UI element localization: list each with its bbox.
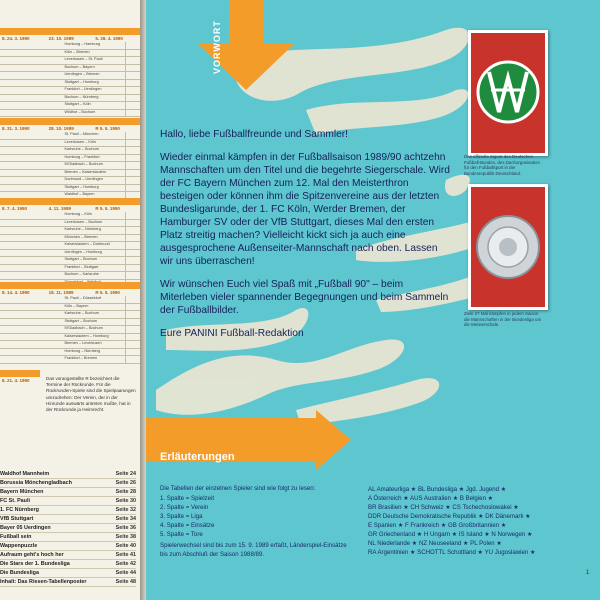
schedule-left-cell: [0, 250, 63, 257]
schedule-left-cell: [0, 341, 63, 348]
schedule-row: [0, 65, 140, 73]
schedule-match: Waldhof – Bayern: [64, 192, 95, 196]
schedule-row: [0, 212, 140, 220]
schedule-left-cell: [0, 177, 63, 184]
schedule-match: Köln – Bremen: [64, 49, 90, 54]
schedule-row: [0, 50, 140, 58]
schedule-row: [0, 326, 140, 334]
schedule-match: Karlsruhe – Bochum: [64, 311, 99, 315]
schedule-left-cell: [0, 212, 63, 219]
schedule-left-cell: [0, 257, 63, 264]
schedule-row: [0, 140, 140, 148]
schedule-date: R 5. 5. 1990: [95, 290, 120, 295]
schedule-match: Leverkusen – St. Pauli: [64, 57, 103, 61]
schedule-row: [0, 57, 140, 65]
schedule-row: [0, 72, 140, 80]
schedule-match: Frankfurt – Stuttgart: [64, 264, 99, 269]
schedule-left-cell: [0, 57, 63, 64]
table-of-contents: [0, 470, 136, 587]
schedule-result-box: [125, 170, 140, 177]
schedule-match: Frankfurt – Uerdingen: [64, 87, 102, 91]
schedule-row: [0, 220, 140, 228]
schedule-match: Frankfurt – Bremen: [64, 356, 98, 360]
schedule-result-box: [125, 220, 140, 227]
toc-row: [0, 569, 136, 578]
schedule-match: Stuttgart – Bochum: [64, 257, 98, 261]
schedule-page: [0, 0, 140, 600]
schedule-row: [0, 162, 140, 170]
schedule-result-box: [125, 95, 140, 102]
schedule-date: 8. 31. 3. 1990: [2, 126, 30, 131]
schedule-row: [0, 349, 140, 357]
abbrev-line: A Österreich ★ AUS Australien ★ B Belgien ★: [368, 495, 494, 502]
schedule-left-cell: [0, 80, 63, 87]
schedule-match: Leverkusen – Bochum: [64, 219, 103, 224]
schedule-left-cell: [0, 242, 63, 249]
schedule-result-box: [125, 132, 140, 139]
schedule-result-box: [125, 341, 140, 348]
vorwort-title: VORWORT: [212, 20, 222, 74]
schedule-result-box: [125, 296, 140, 303]
schedule-date: 23. 10. 1989: [48, 36, 74, 41]
abbreviation-list: [368, 485, 590, 557]
toc-row: [0, 542, 136, 551]
schedule-match: Bremen – Kaiserslautern: [64, 169, 107, 174]
schedule-result-box: [125, 140, 140, 147]
schedule-row: [0, 185, 140, 193]
schedule-row: [0, 296, 140, 304]
schedule-row: [0, 304, 140, 312]
intro-paragraph: Wieder einmal kämpfen in der Fußballsaison 1989/90 achtzehn Mannschaften um den Titel und die begehrte Siegerschale. Wird der FC Bayern München zum 12. Mal den Meisterthron besteigen oder können ihm die Spitzenvereine aus der letzten Bundesligarunde, der 1. FC Köln, Werder Bremen, der Hamburger SV oder der VfB Stuttgart, dieses Mal den ersten Platz streitig machen? Vielleicht kickt sich ja auch eine ausgesprochene Außenseiter-Mannschaft nach oben. Lassen wir uns überraschen!: [160, 152, 450, 267]
schedule-match: M'Gladbach – Bochum: [64, 326, 103, 330]
schedule-left-cell: [0, 265, 63, 272]
schedule-match: Wildhof – Bochum: [64, 109, 96, 114]
schedule-left-cell: [0, 296, 63, 303]
toc-page: Seite 34: [115, 516, 136, 522]
toc-page: Seite 41: [115, 552, 136, 558]
schedule-left-cell: [0, 311, 63, 318]
schedule-row: [0, 177, 140, 185]
intro-greeting: Hallo, liebe Fußballfreunde und Sammler!: [160, 129, 348, 140]
meisterschale-sticker: [468, 184, 548, 310]
schedule-row: [0, 110, 140, 118]
dfb-logo-icon: [475, 50, 541, 134]
abbrev-line: NL Niederlande ★ NZ Neuseeland ★ PL Polen ★: [368, 540, 502, 547]
schedule-result-box: [125, 250, 140, 257]
abbrev-line: DDR Deutsche Demokratische Republik ★ DK Dänemark ★: [368, 513, 531, 520]
dfb-caption: Das offizielle Signet des Deutschen Fußball-Bundes, des Dachorganisation für den Fußballsport in der Bundesrepublik Deutschland.: [464, 154, 540, 176]
schedule-row: [0, 257, 140, 265]
toc-page: Seite 30: [115, 498, 136, 504]
abbrev-line: BR Brasilien ★ CH Schweiz ★ CS Tschechoslowakei ★: [368, 504, 519, 511]
toc-label: VfB Stuttgart: [0, 516, 34, 522]
schedule-left-cell: [0, 356, 63, 363]
schedule-match: Stuttgart – Homburg: [64, 184, 99, 189]
toc-label: Bayer 05 Uerdingen: [0, 525, 51, 531]
schedule-row: [0, 95, 140, 103]
schedule-row: [0, 272, 140, 280]
abbrev-line: AL Amateurliga ★ BL Bundesliga ★ Jgd. Jugend ★: [368, 486, 507, 493]
schedule-left-cell: [0, 272, 63, 279]
schedule-row: [0, 334, 140, 342]
schedule-result-box: [125, 65, 140, 72]
schedule-left-cell: [0, 220, 63, 227]
toc-label: Aufraum geht's hoch her: [0, 552, 64, 558]
schedule-row: [0, 341, 140, 349]
schedule-match: Homburg – Frankfurt: [64, 154, 100, 159]
schedule-left-cell: [0, 162, 63, 169]
abbrev-line: RA Argentinien ★ SCHOTTL Schottland ★ YU Jugoslawien ★: [368, 549, 536, 556]
legend-item: 1. Spalte = Spielzeit: [160, 495, 215, 502]
column-legend: [160, 484, 350, 559]
schedule-dates: [0, 125, 140, 132]
toc-label: Die Bundesliga: [0, 570, 39, 576]
schedule-result-box: [125, 162, 140, 169]
toc-row: [0, 515, 136, 524]
toc-row: [0, 560, 136, 569]
toc-row: [0, 488, 136, 497]
legend-lead: Die Tabellen der einzelnen Spieler sind wie folgt zu lesen:: [160, 485, 316, 492]
schedule-match: Uerdingen – Bremen: [64, 72, 100, 76]
schedule-result-box: [125, 227, 140, 234]
toc-row: [0, 497, 136, 506]
schedule-left-cell: [0, 185, 63, 192]
schale-caption: Ziele 27 Mal kämpfen in jedem Saison die Mannschaften in der Bundesliga um die Meisterschale.: [464, 311, 542, 328]
schedule-match: Stuttgart – Bochum: [64, 318, 98, 323]
schedule-left-cell: [0, 170, 63, 177]
schedule-date: 28. 10. 1989: [48, 126, 74, 131]
schedule-match: Bochum – Karlsruhe: [64, 272, 99, 276]
schedule-left-cell: [0, 50, 63, 57]
partial-date: 8. 21. 4. 1990: [2, 378, 30, 383]
intro-signature: Eure PANINI Fußball-Redaktion: [160, 328, 304, 339]
schedule-match: Uerdingen – Homburg: [64, 249, 102, 254]
schedule-header-bar: [0, 118, 140, 125]
schedule-left-cell: [0, 42, 63, 49]
schedule-header-bar: [0, 198, 140, 205]
schedule-match: Kaiserslautern – Dortmund: [64, 242, 110, 246]
schedule-left-cell: [0, 102, 63, 109]
schedule-result-box: [125, 319, 140, 326]
legend-item: 2. Spalte = Verein: [160, 504, 209, 511]
schedule-result-box: [125, 257, 140, 264]
meisterschale-icon: [473, 212, 543, 282]
schedule-date: 8. 7. 4. 1990: [2, 206, 28, 211]
toc-page: Seite 26: [115, 480, 136, 486]
schedule-match: Kaiserslautern – Homburg: [64, 333, 109, 338]
toc-row: [0, 524, 136, 533]
schedule-left-cell: [0, 326, 63, 333]
schedule-result-box: [125, 50, 140, 57]
schedule-left-cell: [0, 319, 63, 326]
schedule-result-box: [125, 272, 140, 279]
schedule-result-box: [125, 356, 140, 363]
schedule-result-box: [125, 80, 140, 87]
toc-row: [0, 470, 136, 479]
schedule-date: 8. 24. 3. 1990: [2, 36, 30, 41]
dfb-sticker: [468, 30, 548, 156]
rueckrunde-note: Das vorangestellte R bezeichnet die Termine der Rückrunde. Für die Rückrunden-Spiele sind die Spielpaarungen umzudrehen: Der Verein, der in der Hinrunde auswärts antreten mußte, hat in der Rückrunde ja Heimrecht.: [46, 376, 136, 413]
schedule-result-box: [125, 57, 140, 64]
legend-item: 4. Spalte = Einsätze: [160, 522, 215, 529]
schedule-left-cell: [0, 235, 63, 242]
schedule-match: Bochum – Bayern: [64, 64, 95, 69]
schedule-result-box: [125, 42, 140, 49]
schedule-row: [0, 242, 140, 250]
toc-label: Waldhof Mannheim: [0, 471, 50, 477]
schedule-left-cell: [0, 87, 63, 94]
toc-row: [0, 533, 136, 542]
schedule-match: Bochum – Nürnberg: [64, 94, 99, 99]
schedule-result-box: [125, 242, 140, 249]
schedule-result-box: [125, 147, 140, 154]
schedule-date: 5. 28. 4. 1990: [95, 36, 123, 41]
schedule-row: [0, 102, 140, 110]
toc-page: Seite 28: [115, 489, 136, 495]
schedule-row: [0, 170, 140, 178]
schedule-row: [0, 319, 140, 327]
schedule-row: [0, 80, 140, 88]
toc-label: Bayern München: [0, 489, 44, 495]
schedule-dates: [0, 205, 140, 212]
schedule-match: Dortmund – Uerdingen: [64, 177, 103, 181]
abbrev-line: E Spanien ★ F Frankreich ★ GB Großbritannien ★: [368, 522, 507, 529]
schedule-dates: [0, 35, 140, 42]
toc-label: 1. FC Nürnberg: [0, 507, 39, 513]
schedule-row: [0, 265, 140, 273]
schedule-result-box: [125, 311, 140, 318]
schedule-result-box: [125, 349, 140, 356]
schedule-dates: [0, 289, 140, 296]
schedule-row: [0, 356, 140, 364]
schedule-left-cell: [0, 110, 63, 117]
schedule-match: Bremen – Leverkusen: [64, 341, 102, 345]
toc-label: FC St. Pauli: [0, 498, 30, 504]
schedule-match: München – Bremen: [64, 234, 98, 239]
toc-row: [0, 506, 136, 515]
schedule-date: 18. 11. 1989: [48, 290, 74, 295]
toc-label: Die Stars der 1. Bundesliga: [0, 561, 70, 567]
schedule-match: Stuttgart – Homburg: [64, 79, 99, 84]
toc-label: Wappenpuzzle: [0, 543, 38, 549]
schedule-left-cell: [0, 334, 63, 341]
schedule-result-box: [125, 155, 140, 162]
schedule-row: [0, 155, 140, 163]
toc-page: Seite 48: [115, 579, 136, 585]
schedule-row: [0, 42, 140, 50]
schedule-date: 8. 14. 4. 1990: [2, 290, 30, 295]
toc-page: Seite 44: [115, 570, 136, 576]
schedule-left-cell: [0, 227, 63, 234]
intro-text: [160, 128, 450, 350]
schedule-left-cell: [0, 65, 63, 72]
schedule-match: Homburg – Nürnberg: [64, 348, 101, 353]
schedule-match: St. Pauli – Düsseldorf: [64, 296, 102, 300]
toc-label: Fußball sein: [0, 534, 32, 540]
schedule-match: Köln – Bayern: [64, 303, 89, 308]
schedule-match: Homburg – Köln: [64, 212, 92, 216]
toc-row: [0, 551, 136, 560]
schedule-left-cell: [0, 155, 63, 162]
legend-footnote: Spielerwechsel sind bis zum 15. 9. 1989 erfaßt, Länderspiel-Einsätze bis zum Abschluß der Saison 1988/89.: [160, 542, 347, 558]
schedule-match: Homburg – Hamburg: [64, 42, 100, 46]
schedule-header-bar: [0, 282, 140, 289]
erlaeuterungen-title: Erläuterungen: [160, 451, 235, 463]
schedule-row: [0, 132, 140, 140]
schedule-left-cell: [0, 349, 63, 356]
toc-page: Seite 24: [115, 471, 136, 477]
schedule-block: [0, 28, 140, 117]
schedule-header-bar: [0, 28, 140, 35]
abbrev-line: GR Griechenland ★ H Ungarn ★ IS Island ★ N Norwegen ★: [368, 531, 533, 538]
toc-row: [0, 479, 136, 488]
schedule-result-box: [125, 265, 140, 272]
schedule-result-box: [125, 304, 140, 311]
schedule-left-cell: [0, 304, 63, 311]
schedule-block: [0, 198, 140, 287]
toc-page: Seite 32: [115, 507, 136, 513]
schedule-match: M'Gladbach – Bochum: [64, 162, 103, 166]
schedule-date: 4. 11. 1989: [48, 206, 71, 211]
schedule-left-cell: [0, 140, 63, 147]
schedule-result-box: [125, 102, 140, 109]
schedule-date: R 5. 5. 1990: [95, 206, 120, 211]
schedule-result-box: [125, 212, 140, 219]
schedule-row: [0, 87, 140, 95]
schedule-left-cell: [0, 95, 63, 102]
toc-page: Seite 38: [115, 534, 136, 540]
schedule-result-box: [125, 110, 140, 117]
schedule-result-box: [125, 326, 140, 333]
schedule-row: [0, 235, 140, 243]
intro-wishes: Wir wünschen Euch viel Spaß mit „Fußball 90" – beim Miterleben vieler spannender Begegnungen und beim Sammeln der Fußballbilder.: [160, 279, 449, 316]
page-number: 1: [586, 570, 590, 576]
schedule-match: Leverkusen – Köln: [64, 139, 96, 144]
schedule-result-box: [125, 72, 140, 79]
schedule-match: St. Pauli – München: [64, 132, 99, 136]
legend-item: 3. Spalte = Liga: [160, 513, 203, 520]
schedule-match: Karlsruhe – Bochum: [64, 147, 99, 151]
legend-item: 5. Spalte = Tore: [160, 531, 203, 538]
toc-label: Inhalt: Das Riesen-Tabellenposter: [0, 579, 87, 585]
toc-page: Seite 36: [115, 525, 136, 531]
toc-page: Seite 42: [115, 561, 136, 567]
schedule-block: [0, 118, 140, 200]
schedule-result-box: [125, 185, 140, 192]
schedule-row: [0, 311, 140, 319]
schedule-left-cell: [0, 132, 63, 139]
schedule-match: Stuttgart – Köln: [64, 102, 91, 106]
schedule-row: [0, 227, 140, 235]
toc-page: Seite 40: [115, 543, 136, 549]
schedule-result-box: [125, 334, 140, 341]
schedule-row: [0, 250, 140, 258]
toc-label: Borussia Mönchengladbach: [0, 480, 72, 486]
schedule-date: R 5. 5. 1990: [95, 126, 120, 131]
schedule-left-cell: [0, 147, 63, 154]
schedule-left-cell: [0, 72, 63, 79]
schedule-block: [0, 282, 140, 364]
schedule-result-box: [125, 87, 140, 94]
schedule-result-box: [125, 235, 140, 242]
schedule-row: [0, 147, 140, 155]
toc-row: [0, 578, 136, 587]
schedule-match: Karlsruhe – Nürnberg: [64, 227, 101, 231]
schedule-result-box: [125, 177, 140, 184]
